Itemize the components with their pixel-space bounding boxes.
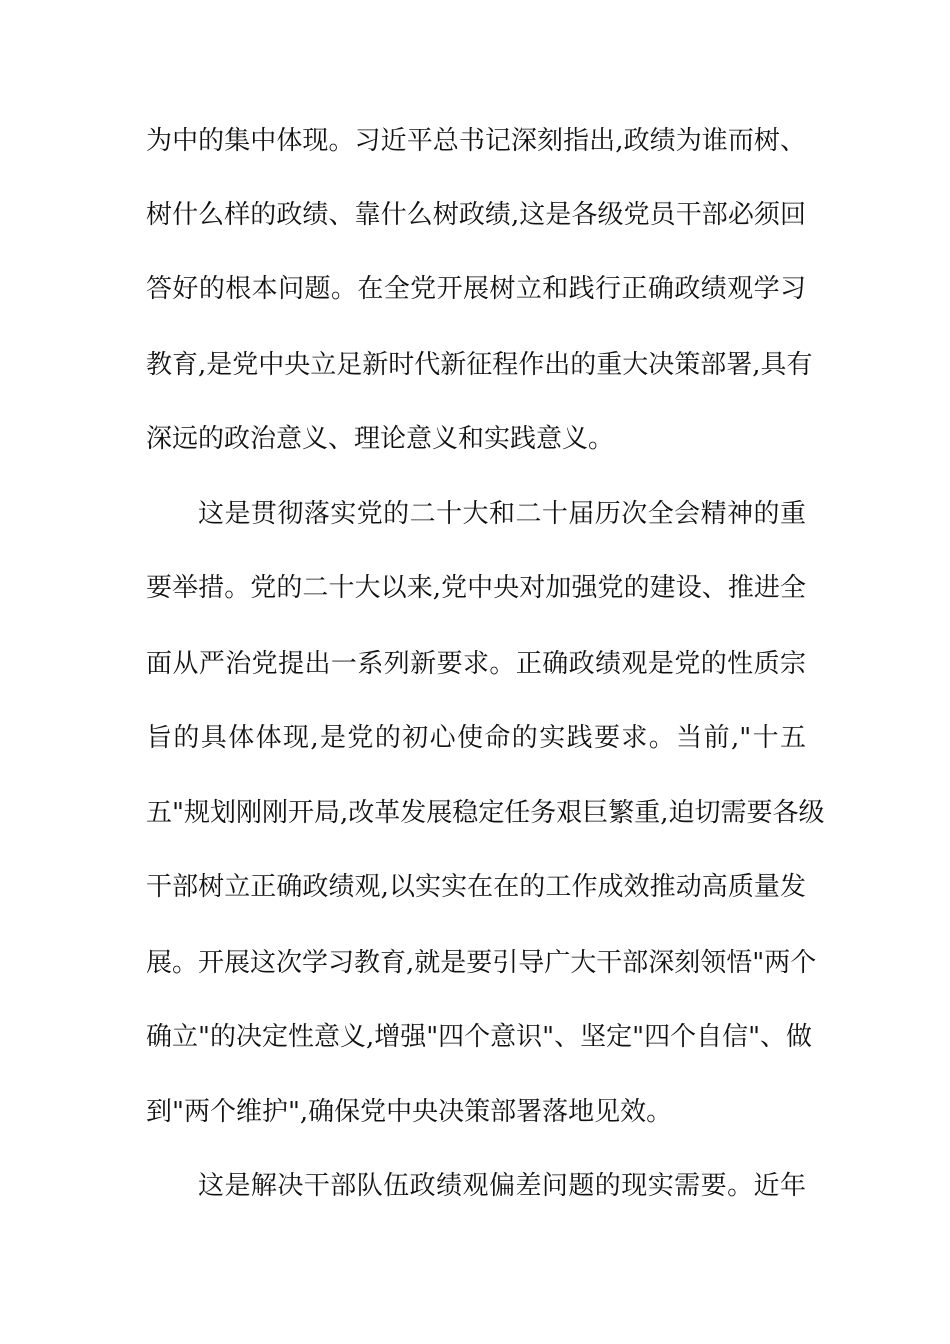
text-line: 树什么样的政绩、靠什么树政绩,这是各级党员干部必须回 xyxy=(146,200,806,230)
text-line: 展。开展这次学习教育,就是要引导广大干部深刻领悟"两个 xyxy=(146,948,817,978)
paragraph-first-line: 这是贯彻落实党的二十大和二十届历次全会精神的重 xyxy=(198,499,806,529)
text-line: 到"两个维护",确保党中央决策部署落地见效。 xyxy=(146,1097,673,1127)
text-line: 教育,是党中央立足新时代新征程作出的重大决策部署,具有 xyxy=(146,350,813,380)
text-line: 五"规划刚刚开局,改革发展稳定任务艰巨繁重,迫切需要各级 xyxy=(146,798,825,828)
text-line: 确立"的决定性意义,增强"四个意识"、坚定"四个自信"、做 xyxy=(146,1022,813,1052)
text-line: 深远的政治意义、理论意义和实践意义。 xyxy=(146,424,615,454)
text-line: 为中的集中体现。习近平总书记深刻指出,政绩为谁而树、 xyxy=(146,126,806,156)
text-line: 面从严治党提出一系列新要求。正确政绩观是党的性质宗 xyxy=(146,649,806,679)
text-line: 旨的具体体现,是党的初心使命的实践要求。当前,"十五 xyxy=(146,723,806,753)
text-line: 要举措。党的二十大以来,党中央对加强党的建设、推进全 xyxy=(146,573,806,603)
text-line: 答好的根本问题。在全党开展树立和践行正确政绩观学习 xyxy=(146,274,806,304)
text-line: 干部树立正确政绩观,以实实在在的工作成效推动高质量发 xyxy=(146,872,806,902)
paragraph-first-line: 这是解决干部队伍政绩观偏差问题的现实需要。近年 xyxy=(198,1171,806,1201)
